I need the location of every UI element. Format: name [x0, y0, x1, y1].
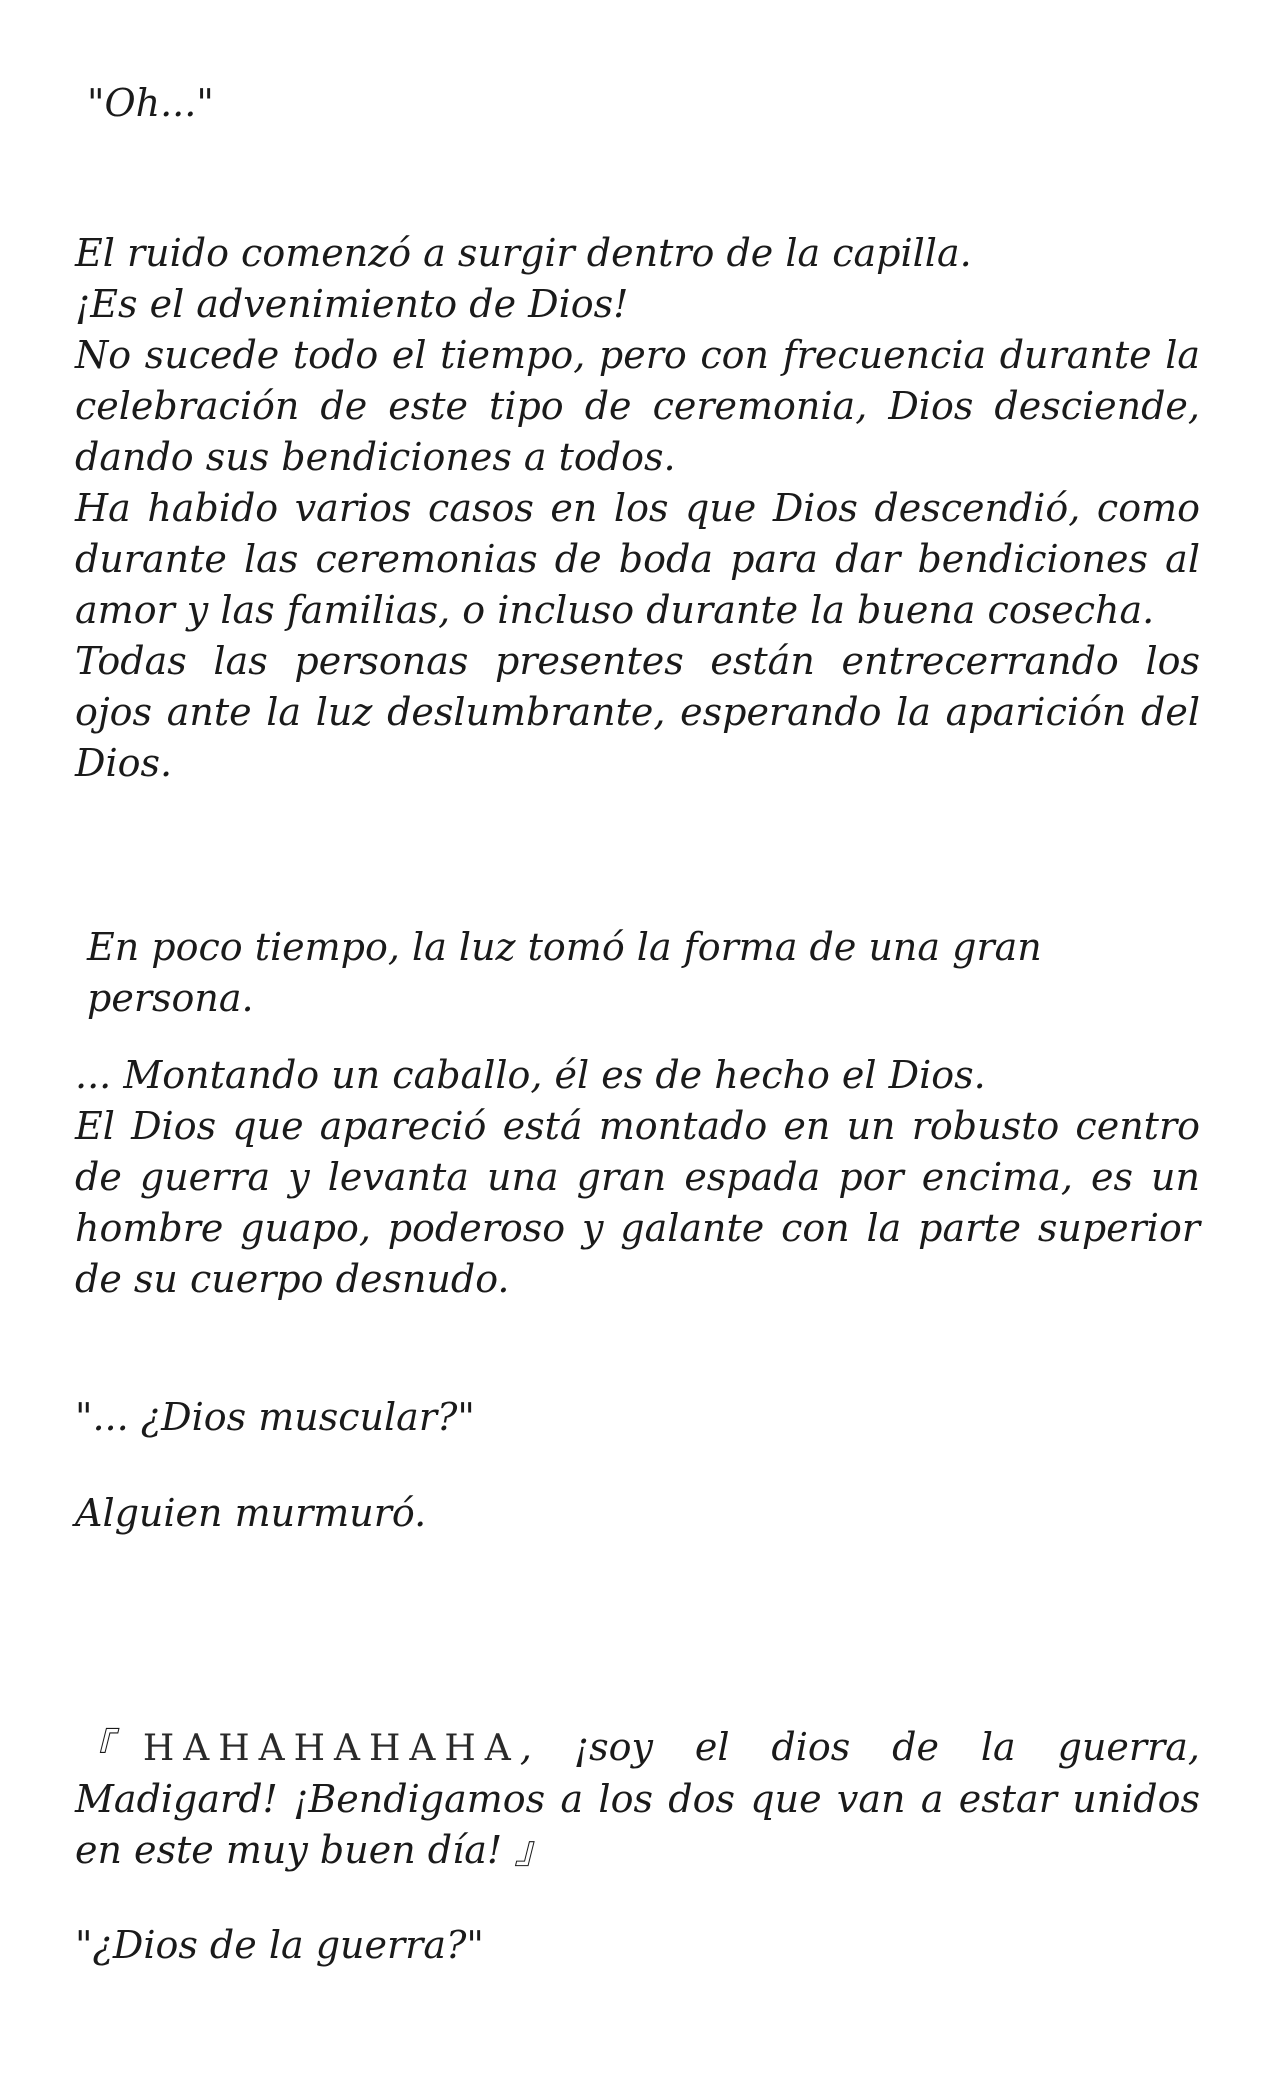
line-not-always: No sucede todo el tiempo, pero con frecuencia durante la celebración de este tipo de ceremonia, Dios desciende, dando sus bendiciones a todos. — [75, 333, 1200, 479]
dialogue-oh: "Oh..." — [87, 81, 214, 125]
line-advent: ¡Es el advenimiento de Dios! — [75, 282, 629, 326]
laugh-text: HAHAHAHAHA — [142, 1728, 520, 1769]
line-people: Todas las personas presentes están entrecerrando los ojos ante la luz deslumbrante, esperando la aparición del Dios. — [75, 639, 1200, 785]
dialogue-war-god: "¿Dios de la guerra?" — [75, 1923, 484, 1967]
line-god-description: El Dios que apareció está montado en un robusto centro de guerra y levanta una gran espada por encima, es un hombre guapo, poderoso y galante con la parte superior de su cuerpo desnudo. — [75, 1104, 1200, 1301]
dialogue-muscle-god: "... ¿Dios muscular?" — [75, 1395, 475, 1439]
line-horse: ... Montando un caballo, él es de hecho el Dios. — [75, 1053, 986, 1097]
open-bracket: 『 — [75, 1725, 143, 1769]
line-noise: El ruido comenzó a surgir dentro de la capilla. — [75, 231, 972, 275]
paragraph-god-appears — [75, 1050, 1200, 1305]
line-someone-murmured: Alguien murmuró. — [75, 1491, 427, 1535]
god-speech — [75, 1722, 1200, 1876]
paragraph-advent — [75, 228, 1200, 789]
speech-rest: , ¡soy el dios de la guerra, Madigard! ¡Bendigamos a los dos que van a estar unidos en este muy buen día! 』 — [75, 1725, 1200, 1872]
paragraph-light-form: En poco tiempo, la luz tomó la forma de una gran persona. — [87, 925, 1042, 1020]
line-cases: Ha habido varios casos en los que Dios descendió, como durante las ceremonias de boda para dar bendiciones al amor y las familias, o incluso durante la buena cosecha. — [75, 486, 1200, 632]
